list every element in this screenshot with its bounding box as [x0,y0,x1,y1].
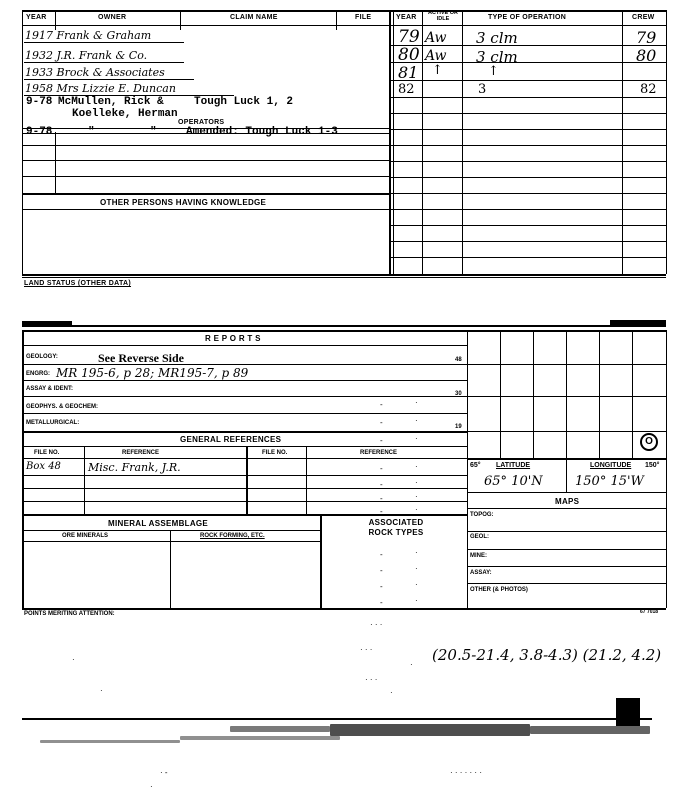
activity-active-2: Aw [425,48,447,64]
amended-ditto-1: " [88,126,95,138]
activity-year-2: 80 [398,45,420,65]
associated-rock-types: ASSOCIATED ROCK TYPES [368,518,424,537]
land-status-label: LAND STATUS (OTHER DATA) [24,280,132,287]
activity-active-1: Aw [425,30,447,46]
amended-ditto-2: " [150,126,157,138]
activity-year-4: 82 [398,82,415,97]
other-persons-label: OTHER PERSONS HAVING KNOWLEDGE [100,198,267,207]
latitude-value: 65° 10'N [484,474,543,489]
header-claim-name: CLAIM NAME [230,14,278,21]
activity-year-1: 79 [398,27,420,47]
points-label: POINTS MERITING ATTENTION: [24,611,115,617]
maps-geol: GEOL: [470,534,489,540]
ore-minerals-label: ORE MINERALS [62,533,109,539]
header-year: YEAR [26,14,47,21]
longitude-label: LONGITUDE [590,462,632,469]
col-file-no: FILE NO. [34,450,60,456]
owner-row-1: 1917 Frank & Graham [25,29,152,42]
num-19: 19 [455,424,462,430]
typed-year: 9-78 [26,96,53,108]
activity-type-4: 3 [478,82,487,97]
activity-crew-4: 82 [640,82,657,97]
geology-label: GEOLOGY: [26,354,58,360]
mineral-title: MINERAL ASSEMBLAGE [108,519,209,528]
maps-topog: TOPOG: [470,512,494,518]
activity-type-2: 3 clm [476,48,518,66]
col-reference-2: REFERENCE [360,450,398,456]
activity-crew-1: 79 [636,28,657,47]
general-refs-title: GENERAL REFERENCES [180,435,282,444]
activity-year-3: 81 [398,63,419,82]
assay-label: ASSAY & IDENT: [26,386,74,392]
ref-row-1-file: Box 48 [26,461,61,472]
maps-assay: ASSAY: [470,570,492,576]
geology-value: See Reverse Side [98,351,184,365]
rock-forming-label: ROCK FORMING, ETC. [200,533,265,539]
activity-active-3: ↑ [432,63,443,78]
col-reference: REFERENCE [122,450,160,456]
header-type-of-operation: TYPE OF OPERATION [488,14,567,21]
owner-row-3: 1933 Brock & Associates [25,66,165,79]
longitude-value: 150° 15'W [575,474,644,489]
maps-other: OTHER (& PHOTOS) [470,587,528,593]
num-48: 48 [455,357,462,363]
owner-row-4: 1958 Mrs Lizzie E. Duncan [25,82,176,95]
amended-year: 9-78 [26,126,53,138]
header-year-2: YEAR [396,14,417,21]
activity-type-3: ↑ [488,64,499,79]
typed-owner: McMullen, Rick & [58,96,164,108]
form-number: 67 7018 [640,609,659,615]
long-prefix: 150° [645,462,660,469]
col-file-no-2: FILE NO. [262,450,288,456]
typed-owner-2: Koelleke, Herman [72,108,178,120]
latitude-label: LATITUDE [496,462,531,469]
header-crew: CREW [632,14,655,21]
reports-title: R E P O R T S [205,334,261,343]
operators-label: OPERATORS [178,119,225,126]
lat-prefix: 65° [470,462,481,469]
header-active-idle: ACTIVE OR IDLE [428,10,458,22]
maps-mine: MINE: [470,553,487,559]
num-30: 30 [455,391,462,397]
header-owner: OWNER [98,14,127,21]
activity-crew-2: 80 [636,46,657,65]
engrg-value: MR 195-6, p 28; MR195-7, p 89 [56,366,249,380]
circle-mark: O [640,433,658,451]
ref-row-1-reference: Misc. Frank, J.R. [88,461,181,474]
metallurgical-label: METALLURGICAL: [26,420,80,426]
typed-claim: Tough Luck 1, 2 [194,96,294,108]
header-file: FILE [355,14,372,21]
activity-type-1: 3 clm [476,29,518,47]
geophys-label: GEOPHYS. & GEOCHEM: [26,404,99,410]
engrg-label: ENGRG: [26,371,50,377]
maps-title: MAPS [555,497,580,506]
coords-note: (20.5-21.4, 3.8-4.3) (21.2, 4.2) [432,646,662,664]
owner-row-2: 1932 J.R. Frank & Co. [25,49,148,62]
amended-claim: Amended: Tough Luck 1-3 [186,126,338,138]
